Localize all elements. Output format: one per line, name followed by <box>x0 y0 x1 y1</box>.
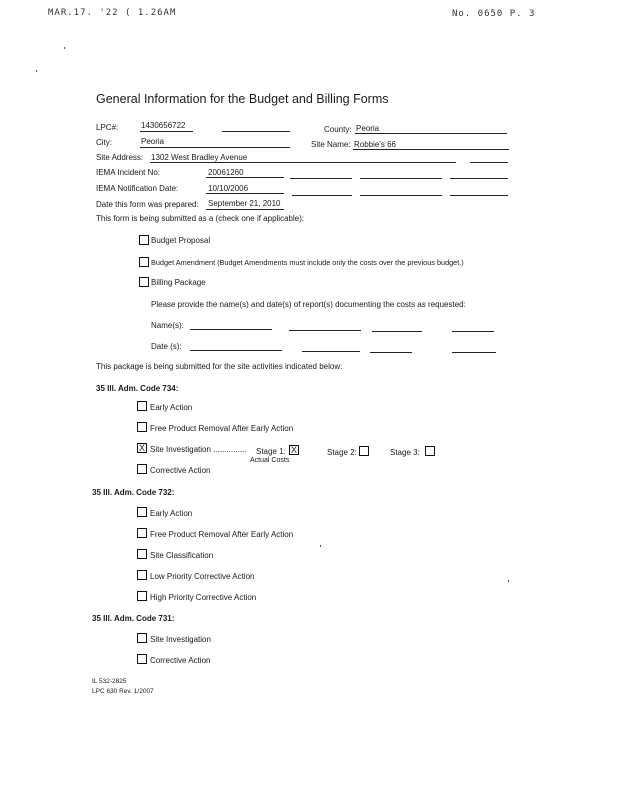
site-name-line <box>353 149 509 150</box>
names-line-1 <box>190 329 272 330</box>
names-line-2 <box>289 330 361 331</box>
section-731-heading: 35 Ill. Adm. Code 731: <box>92 614 175 623</box>
budget-proposal-checkbox[interactable] <box>139 235 149 245</box>
iema-incident-line <box>206 177 284 178</box>
activities-prompt: This package is being submitted for the site activities indicated below: <box>96 362 343 371</box>
dates-line-1 <box>190 350 282 351</box>
county-label: County: <box>324 125 352 134</box>
city-value[interactable]: Peoria <box>141 137 165 146</box>
scan-speck <box>64 47 65 49</box>
stage3-label: Stage 3: <box>390 448 420 457</box>
734-site-investigation-label: Site Investigation ............... <box>150 445 247 454</box>
lpc-line <box>140 131 193 132</box>
county-value[interactable]: Peoria <box>356 124 380 133</box>
iema-notification-line-4 <box>450 195 508 196</box>
stage2-checkbox[interactable] <box>359 446 369 456</box>
billing-package-label: Billing Package <box>151 278 206 287</box>
site-address-label: Site Address: <box>96 153 144 162</box>
scan-speck <box>36 70 37 72</box>
form-title: General Information for the Budget and Billing Forms <box>96 92 389 106</box>
site-name-label: Site Name: <box>311 140 351 149</box>
section-734-heading: 35 Ill. Adm. Code 734: <box>96 384 179 393</box>
provide-note: Please provide the name(s) and date(s) of report(s) documenting the costs as requested: <box>151 300 466 309</box>
iema-notification-value[interactable]: 10/10/2006 <box>208 184 249 193</box>
actual-costs-label: Actual Costs <box>250 457 290 464</box>
iema-notification-label: IEMA Notification Date: <box>96 184 179 193</box>
iema-notification-line <box>206 193 284 194</box>
734-free-product-checkbox[interactable] <box>137 422 147 432</box>
stage2-label: Stage 2: <box>327 448 357 457</box>
iema-notification-line-2 <box>292 195 352 196</box>
date-prepared-line <box>206 209 284 210</box>
734-site-investigation-checkbox[interactable]: X <box>138 443 145 453</box>
732-low-priority-label: Low Priority Corrective Action <box>150 572 255 581</box>
names-label: Name(s): <box>151 321 184 330</box>
iema-incident-label: IEMA Incident No: <box>96 168 161 177</box>
footer-revision: LPC 630 Rev. 1/2007 <box>92 688 154 695</box>
dates-line-3 <box>370 352 412 353</box>
city-line <box>140 147 290 148</box>
732-site-classification-checkbox[interactable] <box>137 549 147 559</box>
date-prepared-label: Date this form was prepared: <box>96 200 199 209</box>
date-prepared-value[interactable]: September 21, 2010 <box>208 199 281 208</box>
734-early-action-label: Early Action <box>150 403 193 412</box>
stage3-checkbox[interactable] <box>425 446 435 456</box>
submitted-as-prompt: This form is being submitted as a (check one if applicable): <box>96 214 305 223</box>
dates-label: Date (s): <box>151 342 182 351</box>
iema-incident-value[interactable]: 20061260 <box>208 168 244 177</box>
dates-line-2 <box>302 351 360 352</box>
budget-amendment-checkbox[interactable] <box>139 257 149 267</box>
stage1-label: Stage 1: <box>256 447 286 456</box>
scan-speck <box>320 545 321 547</box>
site-address-line <box>150 162 456 163</box>
section-732-heading: 35 Ill. Adm. Code 732: <box>92 488 175 497</box>
732-early-action-checkbox[interactable] <box>137 507 147 517</box>
732-low-priority-checkbox[interactable] <box>137 570 147 580</box>
city-label: City: <box>96 138 112 147</box>
site-name-value[interactable]: Robbie's 66 <box>354 140 396 149</box>
731-site-investigation-label: Site Investigation <box>150 635 211 644</box>
734-corrective-action-label: Corrective Action <box>150 466 211 475</box>
lpc-value[interactable]: 1430656722 <box>141 121 186 130</box>
731-corrective-action-label: Corrective Action <box>150 656 211 665</box>
lpc-line-2 <box>222 131 290 132</box>
iema-incident-line-4 <box>450 178 508 179</box>
iema-incident-line-3 <box>360 178 442 179</box>
731-site-investigation-checkbox[interactable] <box>137 633 147 643</box>
budget-proposal-label: Budget Proposal <box>151 236 211 245</box>
footer-form-number: IL 532-2825 <box>92 678 127 685</box>
732-high-priority-label: High Priority Corrective Action <box>150 593 257 602</box>
731-corrective-action-checkbox[interactable] <box>137 654 147 664</box>
site-address-line-2 <box>470 162 508 163</box>
billing-package-checkbox[interactable] <box>139 277 149 287</box>
732-high-priority-checkbox[interactable] <box>137 591 147 601</box>
fax-header-left: MAR.17. '22 ( 1.26AM <box>48 8 177 18</box>
dates-line-4 <box>452 352 496 353</box>
732-site-classification-label: Site Classification <box>150 551 214 560</box>
stage1-checkbox[interactable]: X <box>290 445 297 455</box>
iema-notification-line-3 <box>360 195 442 196</box>
lpc-label: LPC#: <box>96 123 119 132</box>
734-early-action-checkbox[interactable] <box>137 401 147 411</box>
732-free-product-label: Free Product Removal After Early Action <box>150 530 294 539</box>
site-address-value[interactable]: 1302 West Bradley Avenue <box>151 153 248 162</box>
names-line-4 <box>452 331 494 332</box>
iema-incident-line-2 <box>290 178 352 179</box>
734-corrective-action-checkbox[interactable] <box>137 464 147 474</box>
734-free-product-label: Free Product Removal After Early Action <box>150 424 294 433</box>
names-line-3 <box>372 331 422 332</box>
732-early-action-label: Early Action <box>150 509 193 518</box>
732-free-product-checkbox[interactable] <box>137 528 147 538</box>
budget-amendment-label: Budget Amendment (Budget Amendments must include only the costs over the previous budget.) <box>151 258 464 267</box>
county-line <box>355 133 507 134</box>
fax-header-right: No. 0650 P. 3 <box>452 9 536 19</box>
scan-speck <box>508 580 509 582</box>
